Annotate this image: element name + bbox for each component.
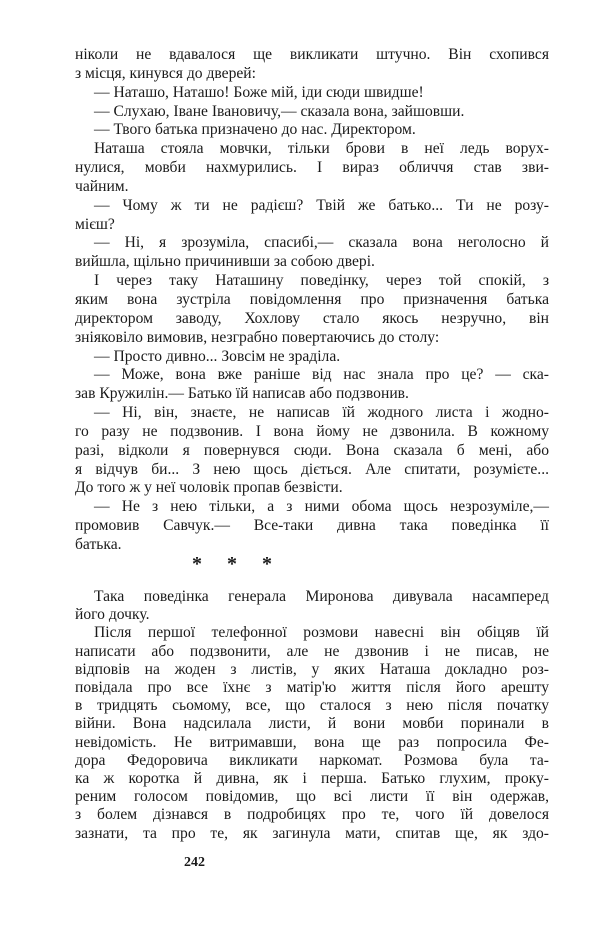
text-line: До того ж у неї чоловік пропав безвісти. — [75, 479, 343, 497]
text-line: разі, відколи я повернувся сюди. Вона сказала б мені, або — [75, 441, 549, 459]
text-line: я відчув би... З нею щось діється. Але спитати, розумієте... — [75, 460, 549, 478]
text-line: невідомість. Не витримавши, вона ще раз попросила Фе- — [75, 733, 549, 751]
text-line: Після першої телефонної розмови навесні він обіцяв їй — [94, 624, 549, 642]
text-line: реним голосом повідомив, що всі листи її він одержав, — [75, 788, 549, 806]
text-line: нулися, мовби нахмурились. І вираз обличчя став зви- — [75, 159, 549, 177]
text-line: Наташа стояла мовчки, тільки брови в неї ледь ворух- — [94, 140, 549, 158]
text-line: відповів на жоден з листів, у яких Наташа докладно роз- — [75, 660, 549, 678]
text-line: батька. — [75, 535, 122, 553]
text-line: дора Федоровича викликати наркомат. Розмова була та- — [75, 751, 549, 769]
section-separator: * * * — [192, 553, 282, 575]
text-line: з місця, кинувся до дверей: — [75, 64, 256, 82]
paragraph — [75, 498, 549, 555]
text-line: зніяковіло вимовив, незграбно повертаючись до столу: — [75, 328, 440, 346]
paragraph — [75, 272, 549, 347]
text-line: — Не з нею тільки, а з ними обома щось незрозуміле,— — [94, 498, 549, 516]
text-line: го разу не подзвонив. І вона йому не дзвонила. В кожному — [75, 422, 549, 440]
text-line: написати або подзвонити, але не дзвонив і не писав, не — [75, 642, 549, 660]
text-line: — Слухаю, Іване Івановичу,— сказала вона, зайшовши. — [94, 102, 465, 120]
paragraph — [75, 348, 549, 367]
text-line: директором заводу, Хохлову стало якось незручно, він — [75, 309, 549, 327]
text-line: яким вона зустріла повідомлення про призначення батька — [75, 290, 549, 308]
text-line: — Ні, він, знаєте, не написав їй жодного листа і жодно- — [94, 404, 549, 422]
text-line: — Ні, я зрозуміла, спасибі,— сказала вона неголосно й — [94, 234, 549, 252]
text-line: його дочку. — [75, 606, 150, 624]
paragraph — [75, 366, 549, 404]
text-line: вийшла, щільно причинивши за собою двері. — [75, 253, 375, 271]
paragraph — [75, 624, 549, 842]
text-section-1 — [75, 46, 549, 555]
text-line: — Може, вона вже раніше від нас знала про це? — ска- — [94, 366, 549, 384]
page-number: 242 — [184, 855, 205, 870]
text-line: промовив Савчук.— Все-таки дивна така поведінка її — [75, 517, 549, 535]
paragraph — [75, 140, 549, 197]
text-section-2 — [75, 588, 549, 843]
paragraph — [75, 103, 549, 122]
text-line: І через таку Наташину поведінку, через той спокій, з — [94, 272, 549, 290]
text-line: з болем дізнався в подробицях про те, чого їй довелося — [75, 806, 549, 824]
text-line: зазнати, та про те, як загинула мати, спитав ще, як здо- — [75, 824, 549, 842]
text-line: повідала про все їхнє з матір'ю життя після його арешту — [75, 679, 549, 697]
text-line: ніколи не вдавалося ще викликати штучно. Він схопився — [75, 46, 549, 63]
text-line: Така поведінка генерала Миронова дивувала насамперед — [94, 588, 549, 605]
text-line: — Просто дивно... Зовсім не зраділа. — [94, 347, 341, 365]
paragraph — [75, 121, 549, 140]
paragraph — [75, 234, 549, 272]
text-line: ка ж коротка й дивна, як і перша. Батько глухим, проку- — [75, 770, 549, 788]
text-line: мієш? — [75, 215, 115, 233]
paragraph — [75, 404, 549, 498]
paragraph — [75, 46, 549, 84]
text-line: чайним. — [75, 177, 129, 195]
paragraph — [75, 84, 549, 103]
text-line: — Наташо, Наташо! Боже мій, іди сюди швидше! — [94, 83, 424, 101]
text-line: зав Кружилін.— Батько їй написав або подзвонив. — [75, 385, 409, 403]
paragraph — [75, 588, 549, 624]
text-line: — Чому ж ти не радієш? Твій же батько... Ти не розу- — [94, 196, 549, 214]
text-line: — Твого батька призначено до нас. Директором. — [94, 121, 416, 139]
text-line: війни. Вона надсилала листи, й вони мовби поринали в — [75, 715, 549, 733]
text-line: в тридцять сьомому, все, що сталося з нею після початку — [75, 697, 549, 715]
paragraph — [75, 197, 549, 235]
